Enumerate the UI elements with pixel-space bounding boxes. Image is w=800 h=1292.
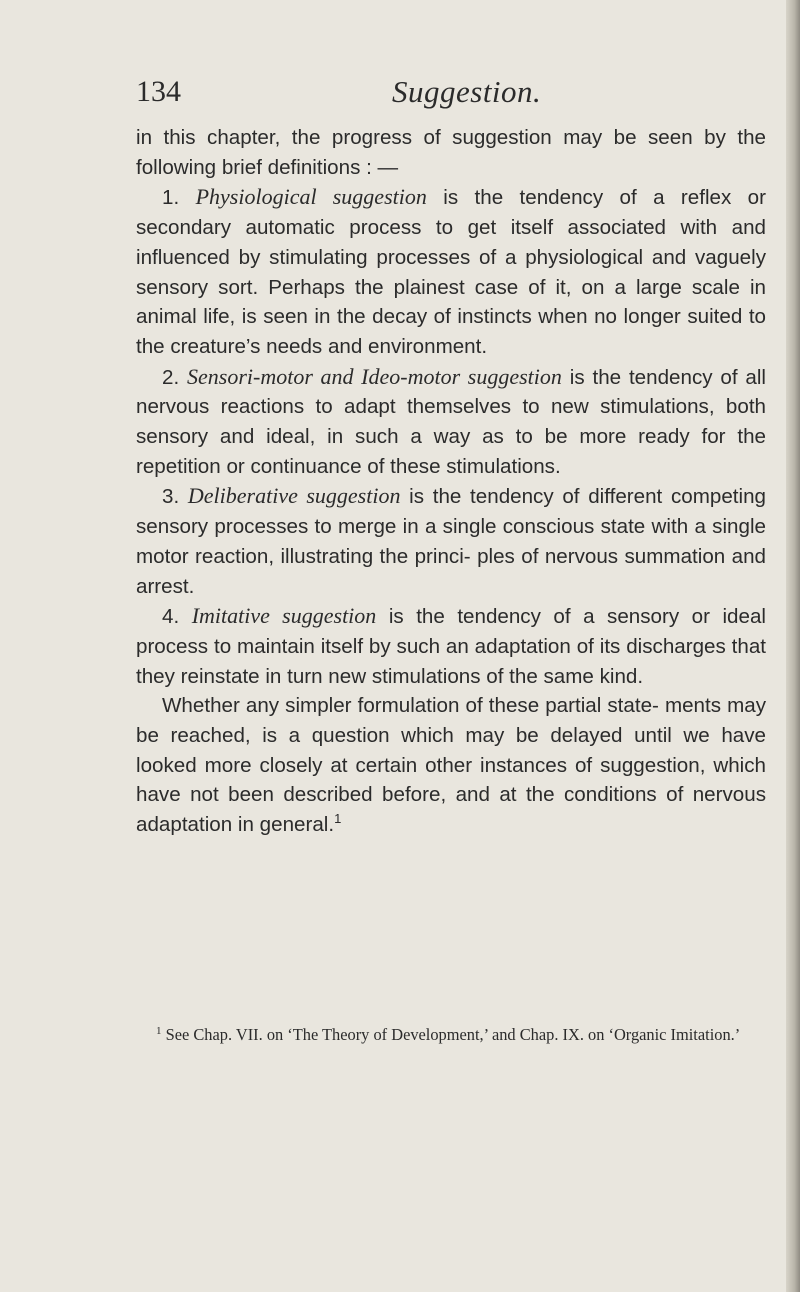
definition-text: is the tendency of all nervous reactions to adapt themselves to new stimulations, both sensory and ideal, in such a way as to be more ready for the repetition or continuance of these stimulations. bbox=[136, 365, 767, 478]
definition-term: Deliberative suggestion bbox=[187, 483, 401, 509]
definition-2 bbox=[136, 362, 766, 482]
definition-number: 3. bbox=[162, 485, 180, 509]
page-number: 134 bbox=[136, 75, 181, 108]
definition-number: 1. bbox=[162, 186, 180, 210]
definition-4 bbox=[136, 601, 766, 691]
running-title: Suggestion. bbox=[392, 74, 542, 109]
body-text bbox=[136, 123, 766, 840]
footnote bbox=[136, 1023, 766, 1046]
definition-text: is the tendency of a sensory or ideal process to maintain itself by such an adaptation of its discharges that they reinstate in turn new stimulations of the same kind. bbox=[136, 605, 766, 688]
footnote-marker: 1 bbox=[156, 1025, 162, 1037]
definition-number: 4. bbox=[162, 605, 180, 629]
page-edge bbox=[786, 0, 800, 1292]
definition-term: Physiological suggestion bbox=[195, 184, 427, 210]
closing-paragraph bbox=[136, 691, 766, 840]
definition-term: Imitative suggestion bbox=[191, 603, 377, 629]
closing-text: Whether any simpler formulation of these partial state- ments may be reached, is a question which may be delayed until we have looked more closely at certain other instances of suggestion, which have not been described before, and at the conditions of nervous adaptation in general. bbox=[136, 694, 766, 837]
footnote-text: See Chap. VII. on ‘The Theory of Development,’ and Chap. IX. on ‘Organic Imitation.’ bbox=[165, 1025, 741, 1044]
definition-3 bbox=[136, 481, 766, 601]
definition-text: is the tendency of a reflex or secondary automatic process to get itself associated with and influenced by stimulating processes of a physiological and vaguely sensory sort. Perhaps the plainest case of it, on a large scale in animal life, is seen in the decay of instincts when no longer suited to the creature’s needs and environment. bbox=[136, 186, 766, 358]
footnote-reference: 1 bbox=[334, 811, 342, 827]
definition-text: is the tendency of different competing sensory processes to merge in a single conscious state with a single motor reaction, illustrating the princi- ples of nervous summation and arrest. bbox=[136, 485, 766, 598]
intro-paragraph: in this chapter, the progress of suggestion may be seen by the following brief definitions : — bbox=[136, 126, 766, 179]
definition-number: 2. bbox=[162, 365, 180, 389]
definition-1 bbox=[136, 182, 766, 361]
definition-term: Sensori-motor and Ideo-motor suggestion bbox=[187, 363, 562, 389]
running-header bbox=[0, 72, 786, 112]
